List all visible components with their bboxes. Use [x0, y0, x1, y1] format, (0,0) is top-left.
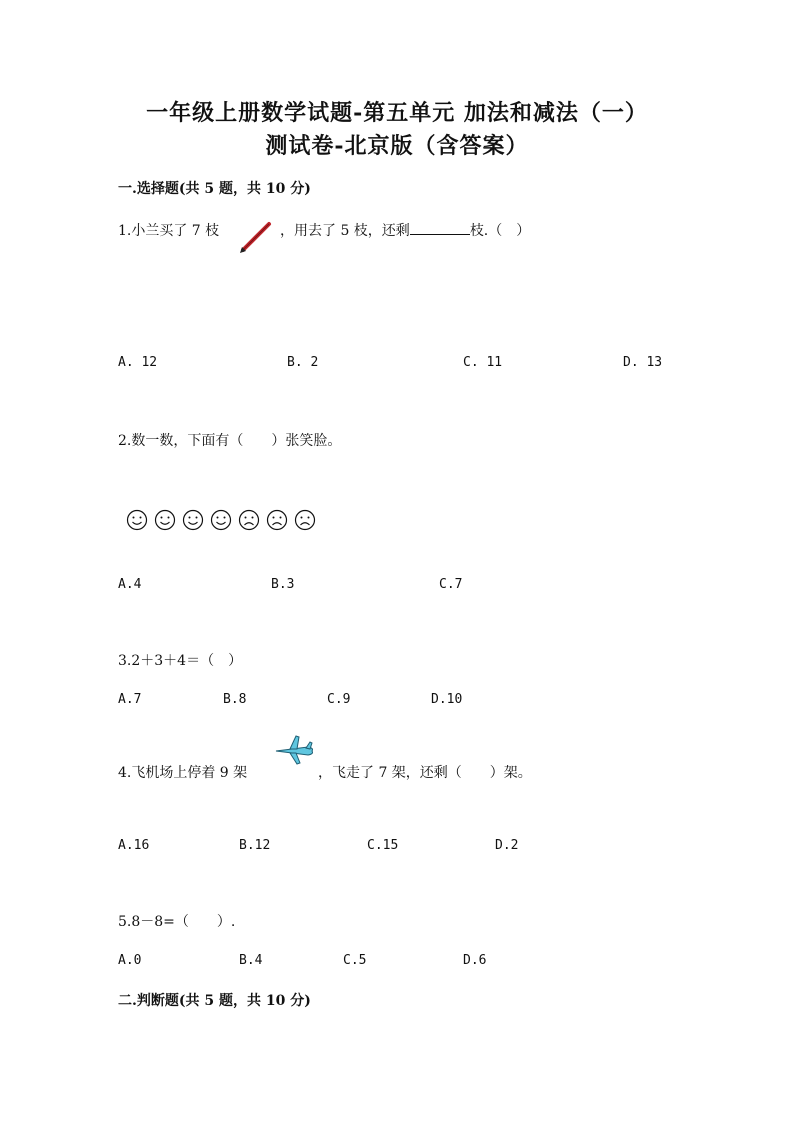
page-title-line1: 一年级上册数学试题-第五单元 加法和减法（一）: [146, 100, 648, 126]
q1-option-a[interactable]: A. 12: [118, 355, 158, 370]
frowning-face-icon: [294, 509, 316, 531]
q5-option-d[interactable]: D.6: [463, 953, 487, 968]
question-1-suffix-b: 枝.（ ）: [469, 223, 531, 239]
question-2: 2.数一数，下面有（ ）张笑脸。: [118, 433, 342, 449]
smiley-face-icon: [210, 509, 232, 531]
q5-option-c[interactable]: C.5: [343, 953, 367, 968]
section-heading-choice: 一.选择题(共 5 题，共 10 分): [118, 181, 311, 197]
q3-option-a[interactable]: A.7: [118, 692, 142, 707]
q3-option-d[interactable]: D.10: [431, 692, 463, 707]
question-1: [118, 220, 219, 240]
q1-option-b[interactable]: B. 2: [287, 355, 319, 370]
frowning-face-icon: [238, 509, 260, 531]
q5-option-b[interactable]: B.4: [239, 953, 263, 968]
q2-option-a[interactable]: A.4: [118, 577, 142, 592]
q1-option-d[interactable]: D. 13: [623, 355, 663, 370]
q4-option-c[interactable]: C.15: [367, 838, 399, 853]
q3-option-c[interactable]: C.9: [327, 692, 351, 707]
q3-option-b[interactable]: B.8: [223, 692, 247, 707]
q5-option-a[interactable]: A.0: [118, 953, 142, 968]
q2-option-b[interactable]: B.3: [271, 577, 295, 592]
q1-option-c[interactable]: C. 11: [463, 355, 503, 370]
smiley-face-icon: [182, 509, 204, 531]
frowning-face-icon: [266, 509, 288, 531]
page-title-line2: 测试卷-北京版（含答案）: [265, 133, 529, 159]
q2-option-c[interactable]: C.7: [439, 577, 463, 592]
question-5: 5.8－8=（ ）.: [118, 914, 236, 930]
answer-blank[interactable]: [410, 220, 470, 235]
section-heading-judgement: 二.判断题(共 5 题，共 10 分): [118, 993, 311, 1009]
q4-option-b[interactable]: B.12: [239, 838, 271, 853]
question-1-suffix-a: ，用去了 5 枝，还剩: [280, 223, 410, 239]
smiley-face-icon: [126, 509, 148, 531]
q4-option-d[interactable]: D.2: [495, 838, 519, 853]
pencil-icon: [238, 220, 274, 254]
airplane-icon: [272, 734, 316, 768]
q4-option-a[interactable]: A.16: [118, 838, 150, 853]
question-4-suffix: ，飞走了 7 架，还剩（ ）架。: [318, 765, 532, 781]
question-1-rest: [280, 220, 530, 240]
smiley-face-icon: [154, 509, 176, 531]
question-1-prefix: 1.小兰买了 7 枝: [118, 223, 220, 239]
question-3: 3.2＋3＋4＝（ ）: [118, 653, 243, 669]
faces-row: [126, 509, 322, 535]
question-4-prefix: 4.飞机场上停着 9 架: [118, 765, 248, 781]
